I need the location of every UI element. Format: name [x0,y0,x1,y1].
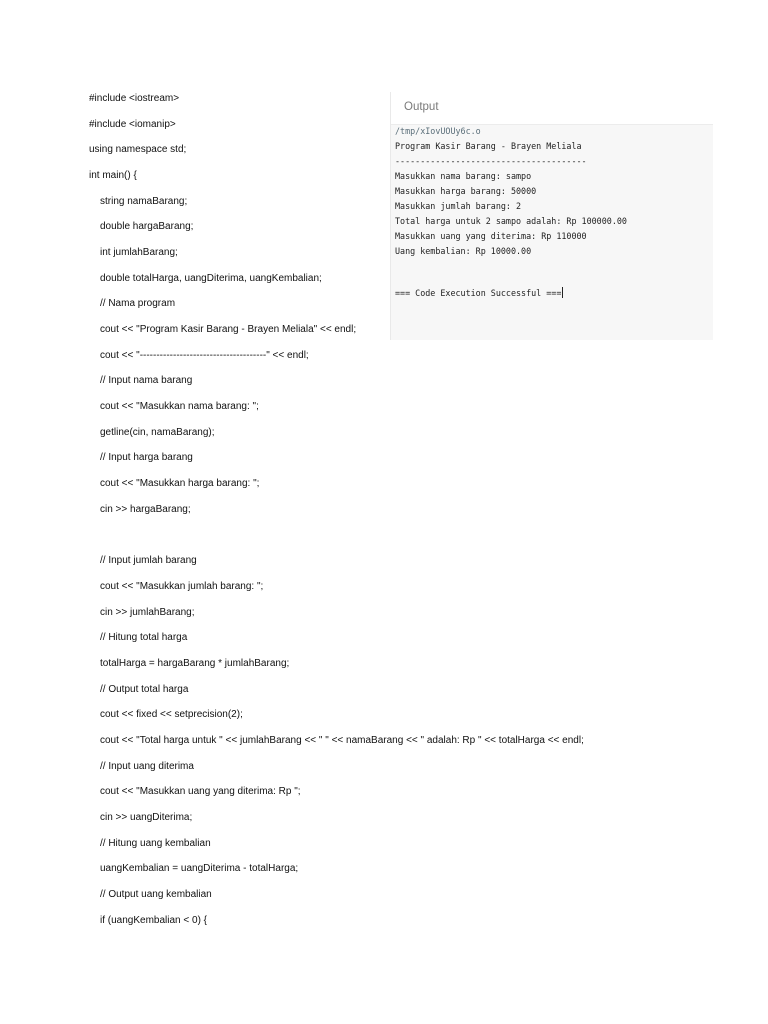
code-line: uangKembalian = uangDiterima - totalHarga; [100,863,299,874]
code-line: getline(cin, namaBarang); [100,427,215,438]
output-header [391,92,713,125]
code-line: // Input harga barang [100,452,193,463]
code-line: double totalHarga, uangDiterima, uangKembalian; [100,273,322,284]
code-line: cout << "--------------------------------------" << endl; [100,350,309,361]
execution-status-text: === Code Execution Successful === [395,288,562,298]
console-line: -------------------------------------- [395,156,587,166]
code-line: #include <iomanip> [89,119,176,130]
code-line: cin >> uangDiterima; [100,812,193,823]
code-line: cin >> hargaBarang; [100,504,191,515]
console-line: Total harga untuk 2 sampo adalah: Rp 100000.00 [395,216,627,226]
code-line: cout << "Masukkan uang yang diterima: Rp "; [100,786,301,797]
code-line: // Hitung uang kembalian [100,838,211,849]
code-line: // Input nama barang [100,375,193,386]
code-line: cout << "Total harga untuk " << jumlahBarang << " " << namaBarang << " adalah: Rp " << totalHarga << endl; [100,735,584,746]
code-line: if (uangKembalian < 0) { [100,915,208,926]
code-line: cin >> jumlahBarang; [100,607,195,618]
code-line: // Input uang diterima [100,761,194,772]
code-line: using namespace std; [89,144,187,155]
console-line: /tmp/xIovUOUy6c.o [395,126,481,136]
console-line: Masukkan jumlah barang: 2 [395,201,522,211]
execution-status [395,287,563,299]
code-line: // Nama program [100,298,176,309]
code-line: // Output total harga [100,684,189,695]
text-cursor [562,287,563,298]
code-line: // Output uang kembalian [100,889,212,900]
console-line: Masukkan nama barang: sampo [395,171,532,181]
console-line: Uang kembalian: Rp 10000.00 [395,246,532,256]
console-line: Masukkan uang yang diterima: Rp 110000 [395,231,587,241]
output-panel [390,92,713,340]
output-title: Output [404,101,439,113]
code-line: cout << "Masukkan nama barang: "; [100,401,259,412]
code-line: // Hitung total harga [100,632,188,643]
console-line: Masukkan harga barang: 50000 [395,186,537,196]
code-line: string namaBarang; [100,196,188,207]
code-line: cout << fixed << setprecision(2); [100,709,243,720]
code-line: totalHarga = hargaBarang * jumlahBarang; [100,658,290,669]
code-line: int jumlahBarang; [100,247,178,258]
code-line: double hargaBarang; [100,221,194,232]
code-line: #include <iostream> [89,93,180,104]
console-line: Program Kasir Barang - Brayen Meliala [395,141,582,151]
code-line: cout << "Program Kasir Barang - Brayen Meliala" << endl; [100,324,357,335]
code-line: cout << "Masukkan jumlah barang: "; [100,581,264,592]
code-line: int main() { [89,170,137,181]
code-line: // Input jumlah barang [100,555,197,566]
code-line: cout << "Masukkan harga barang: "; [100,478,260,489]
